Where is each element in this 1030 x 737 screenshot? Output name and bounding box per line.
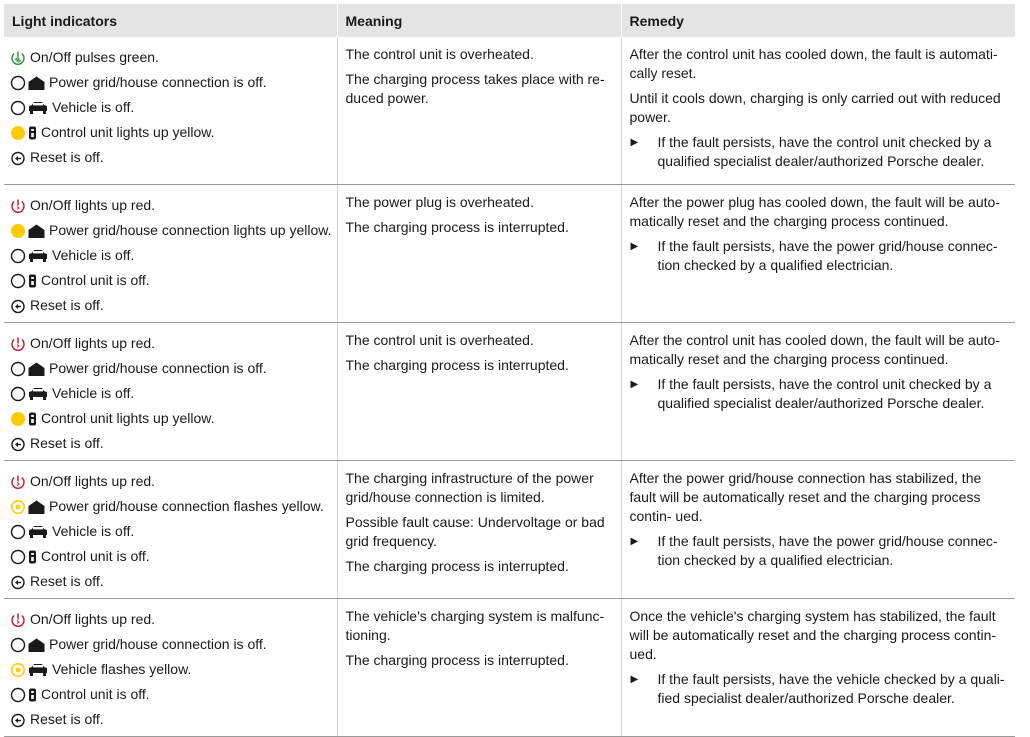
indicator-text: Power grid/house connection is off.	[49, 360, 267, 376]
indicator-item	[10, 268, 329, 293]
indicator-text: Power grid/house connection lights up yellow.	[49, 222, 332, 238]
meaning-text: The charging process is interrupted.	[345, 357, 569, 373]
reset-icon	[10, 712, 26, 728]
indicator-item	[10, 657, 329, 682]
remedy-cell	[621, 185, 1015, 323]
indicator-item	[10, 218, 332, 243]
remedy-step	[630, 133, 1008, 171]
meaning-text: The charging process is interrupted.	[345, 558, 569, 574]
indicator-item	[10, 469, 329, 494]
house-icon	[10, 499, 45, 515]
meaning-text: The control unit is overheated.	[345, 46, 534, 62]
indicator-item	[10, 406, 329, 431]
remedy-cell	[621, 599, 1015, 737]
arrow-bullet-icon: ▶	[630, 241, 639, 252]
car-icon	[10, 100, 48, 116]
indicator-item	[10, 682, 329, 707]
remedy-step	[630, 532, 1008, 570]
indicator-text: On/Off lights up red.	[30, 197, 156, 213]
indicator-text: Vehicle is off.	[52, 385, 135, 401]
remedy-text: After the control unit has cooled down, the fault will be auto- matically reset and the charging process continued.	[629, 332, 1000, 367]
remedy-cell	[621, 323, 1015, 461]
remedy-step-text: If the fault persists, have the control unit checked by a qualified specialist dealer/authorized Porsche dealer.	[657, 134, 992, 169]
header-remedy: Remedy	[621, 4, 1015, 37]
car-icon	[10, 248, 48, 264]
indicator-item	[10, 431, 329, 456]
remedy-step	[630, 375, 1008, 413]
indicator-text: On/Off lights up red.	[30, 335, 156, 351]
indicator-text: Vehicle is off.	[52, 247, 135, 263]
indicator-text: Power grid/house connection flashes yellow.	[49, 498, 324, 514]
arrow-bullet-icon: ▶	[630, 536, 639, 547]
meaning-cell	[337, 599, 621, 737]
reset-icon	[10, 298, 26, 314]
indicator-item	[10, 331, 329, 356]
indicator-text: Vehicle is off.	[52, 99, 135, 115]
indicator-text: On/Off lights up red.	[30, 611, 156, 627]
table-row	[4, 599, 1015, 737]
power-icon	[10, 336, 26, 352]
header-meaning: Meaning	[337, 4, 621, 37]
remedy-cell	[621, 37, 1015, 185]
indicators-cell	[4, 185, 337, 323]
indicator-text: Power grid/house connection is off.	[49, 636, 267, 652]
meaning-text: The power plug is overheated.	[345, 194, 534, 210]
indicator-item	[10, 95, 329, 120]
indicator-item	[10, 707, 329, 732]
remedy-step-text: If the fault persists, have the power grid/house connec- tion checked by a qualified electrician.	[657, 238, 998, 273]
indicator-item	[10, 519, 329, 544]
indicator-item	[10, 569, 329, 594]
control-unit-icon	[10, 125, 37, 141]
indicator-item	[10, 356, 329, 381]
table-row	[4, 323, 1015, 461]
indicator-item	[10, 70, 329, 95]
remedy-text: Once the vehicle's charging system has stabilized, the fault will be automatically reset and the charging process contin- ued.	[629, 608, 997, 662]
indicator-item	[10, 544, 329, 569]
indicator-item	[10, 45, 329, 70]
indicator-text: Reset is off.	[30, 297, 104, 313]
indicator-text: Reset is off.	[30, 711, 104, 727]
indicator-item	[10, 193, 329, 218]
remedy-text: After the power grid/house connection has stabilized, the fault will be automatically reset and the charging process contin- ued.	[629, 470, 982, 524]
table-header	[4, 4, 1015, 37]
indicators-cell	[4, 323, 337, 461]
power-icon	[10, 50, 26, 66]
remedy-text: Until it cools down, charging is only carried out with reduced power.	[629, 90, 1001, 125]
arrow-bullet-icon: ▶	[630, 137, 639, 148]
remedy-step-text: If the fault persists, have the power grid/house connec- tion checked by a qualified electrician.	[657, 533, 998, 568]
header-light-indicators: Light indicators	[4, 4, 337, 37]
house-icon	[10, 223, 45, 239]
indicator-item	[10, 494, 329, 519]
meaning-text: The charging process is interrupted.	[345, 652, 569, 668]
control-unit-icon	[10, 687, 37, 703]
car-icon	[10, 662, 48, 678]
remedy-step	[630, 670, 1008, 708]
remedy-text: After the control unit has cooled down, the fault is automati- cally reset.	[629, 46, 998, 81]
reset-icon	[10, 574, 26, 590]
indicator-text: Vehicle flashes yellow.	[52, 661, 192, 677]
indicator-item	[10, 243, 329, 268]
remedy-step-text: If the fault persists, have the vehicle checked by a quali- fied specialist dealer/authorized Porsche dealer.	[657, 671, 1005, 706]
indicator-item	[10, 145, 329, 170]
meaning-cell	[337, 323, 621, 461]
table-body	[4, 37, 1015, 737]
indicator-text: Reset is off.	[30, 435, 104, 451]
car-icon	[10, 524, 48, 540]
indicator-text: Control unit is off.	[41, 686, 150, 702]
indicators-cell	[4, 461, 337, 599]
meaning-cell	[337, 185, 621, 323]
arrow-bullet-icon: ▶	[630, 674, 639, 685]
indicator-item	[10, 293, 329, 318]
remedy-cell	[621, 461, 1015, 599]
light-indicators-table	[4, 4, 1015, 737]
table-row	[4, 461, 1015, 599]
indicator-text: Control unit is off.	[41, 272, 150, 288]
meaning-text: The vehicle's charging system is malfunc- tioning.	[345, 608, 605, 643]
house-icon	[10, 361, 45, 377]
remedy-step	[630, 237, 1008, 275]
meaning-cell	[337, 461, 621, 599]
power-icon	[10, 612, 26, 628]
meaning-text: The charging infrastructure of the power grid/house connection is limited.	[345, 470, 594, 505]
indicator-text: Power grid/house connection is off.	[49, 74, 267, 90]
control-unit-icon	[10, 411, 37, 427]
power-icon	[10, 474, 26, 490]
table-row	[4, 185, 1015, 323]
arrow-bullet-icon: ▶	[630, 379, 639, 390]
meaning-text: The charging process takes place with re- duced power.	[345, 71, 605, 106]
indicator-text: On/Off lights up red.	[30, 473, 156, 489]
indicator-item	[10, 632, 329, 657]
table-row	[4, 37, 1015, 185]
indicator-text: Reset is off.	[30, 573, 104, 589]
indicators-cell	[4, 599, 337, 737]
control-unit-icon	[10, 549, 37, 565]
meaning-text: The control unit is overheated.	[345, 332, 534, 348]
indicator-text: Vehicle is off.	[52, 523, 135, 539]
meaning-text: Possible fault cause: Undervoltage or bad grid frequency.	[345, 514, 605, 549]
indicator-item	[10, 120, 329, 145]
power-icon	[10, 198, 26, 214]
meaning-text: The charging process is interrupted.	[345, 219, 569, 235]
indicator-text: Control unit is off.	[41, 548, 150, 564]
remedy-step-text: If the fault persists, have the control unit checked by a qualified specialist dealer/authorized Porsche dealer.	[657, 376, 992, 411]
indicator-item	[10, 607, 329, 632]
meaning-cell	[337, 37, 621, 185]
indicator-text: Control unit lights up yellow.	[41, 410, 215, 426]
house-icon	[10, 637, 45, 653]
indicator-text: On/Off pulses green.	[30, 49, 159, 65]
indicator-text: Control unit lights up yellow.	[41, 124, 215, 140]
indicator-text: Reset is off.	[30, 149, 104, 165]
control-unit-icon	[10, 273, 37, 289]
house-icon	[10, 75, 45, 91]
reset-icon	[10, 150, 26, 166]
car-icon	[10, 386, 48, 402]
indicator-item	[10, 381, 329, 406]
indicators-cell	[4, 37, 337, 185]
reset-icon	[10, 436, 26, 452]
remedy-text: After the power plug has cooled down, the fault will be auto- matically reset and the charging process continued.	[629, 194, 1000, 229]
